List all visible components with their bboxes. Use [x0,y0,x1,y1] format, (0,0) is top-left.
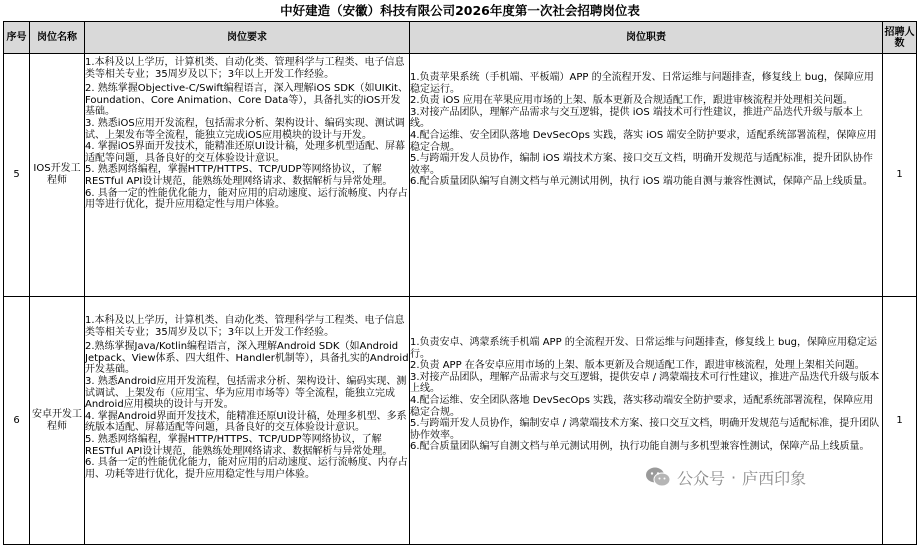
hire-count: 1 [883,297,917,545]
watermark-account-name: 庐西印象 [742,468,807,488]
duty-item: 3.对接产品团队，理解产品需求与交互逻辑，提供 iOS 端技术可行性建议，推进产品迭代升级与版本上线。 [410,106,863,130]
duty-item: 4.配合运维、安全团队落地 DevSecOps 实践，落实移动端安全防护要求，适配系统部署流程，保障应用稳定合规。 [410,394,874,418]
table-row [4,54,917,297]
requirement-item: 2.熟练掌握Java/Kotlin编程语言，深入理解Android SDK（如Android Jetpack、View体系、四大组件、Handler机制等），具备扎实的Android开发基础。 [85,341,409,376]
header-no: 序号 [4,22,30,54]
requirement-item: 5. 熟悉网络编程，掌握HTTP/HTTPS、TCP/UDP等网络协议，了解RESTful API设计规范，能熟练处理网络请求、数据解析与异常处理。 [85,433,393,457]
row-number: 6 [4,297,30,545]
requirement-item: 6. 具备一定的性能优化能力，能对应用的启动速度、运行流畅度、内存占用等进行优化，提升应用稳定性与用户体验。 [85,187,408,211]
hire-count: 1 [883,54,917,297]
watermark-account-label: 公众号 [677,468,726,488]
duty-item: 3.对接产品团队，理解产品需求与交互逻辑，提供安卓 / 鸿蒙端技术可行性建议，推进产品迭代升级与版本上线。 [410,371,880,395]
duty-item: 2.负责 iOS 应用在苹果应用市场的上架、版本更新及合规适配工作，跟进审核流程并处理相关问题。 [410,95,853,107]
page-title: 中好建造（安徽）科技有限公司2026年度第一次社会招聘岗位表 [280,3,640,18]
header-duties: 岗位职责 [410,22,883,54]
requirement-item: 4. 掌握iOS界面开发技术，能精准还原UI设计稿，处理多机型适配、屏幕适配等问题，具备良好的交互体验设计意识。 [85,141,405,164]
watermark-separator: · [731,467,737,487]
watermark [645,464,806,490]
duty-item: 1.负责苹果系统（手机端、平板端）APP 的全流程开发、日常运维与问题排查，修复线上 bug，保障应用稳定运行。 [410,72,874,95]
requirement-item: 5. 熟悉网络编程，掌握HTTP/HTTPS、TCP/UDP等网络协议，了解RESTful API设计规范，能熟练处理网络请求、数据解析与异常处理。 [85,164,393,187]
duty-item: 5.与跨端开发人员协作，编制 iOS 端技术方案、接口交互文档，明确开发规范与适配标准，提升团队协作效率。 [410,153,873,176]
duties-cell [410,297,883,545]
table-header-row [4,22,917,54]
duties-cell [410,54,883,297]
position-name: 安卓开发工程师 [30,297,85,545]
requirement-item: 6. 具备一定的性能优化能力，能对应用的启动速度、运行流畅度、内存占用、功耗等进行优化，提升应用稳定性与用户体验。 [85,457,408,480]
requirements-cell [85,54,410,297]
requirement-item: 1.本科及以上学历，计算机类、自动化类、管理科学与工程类、电子信息类等相关专业；35周岁及以下；3年以上开发工作经验。 [85,315,405,338]
requirement-item: 3. 熟悉Android应用开发流程，包括需求分析、架构设计、编码实现、测试调试、上架发布（应用宝、华为应用市场等）等全流程，能独立完成Android应用模块的设计与开发。 [85,375,407,411]
row-number: 5 [4,54,30,297]
requirement-item: 4. 掌握Android界面开发技术，能精准还原UI设计稿，处理多机型、多系统版本适配、屏幕适配等问题，具备良好的交互体验设计意识。 [85,410,407,434]
duty-item: 5.与跨端开发人员协作，编制安卓 / 鸿蒙端技术方案、接口交互文档，明确开发规范与适配标准，提升团队协作效率。 [410,418,880,441]
header-count: 招聘人数 [883,22,917,54]
wechat-icon [645,466,671,488]
header-requirements: 岗位要求 [85,22,410,54]
duty-item: 6.配合质量团队编写自测文档与单元测试用例，执行功能自测与多机型兼容性测试，保障产品上线质量。 [410,441,870,453]
requirements-cell [85,297,410,545]
duty-item: 6.配合质量团队编写自测文档与单元测试用例，执行 iOS 端功能自测与兼容性测试，保障产品上线质量。 [410,176,873,188]
duty-item: 1.负责安卓、鸿蒙系统手机端 APP 的全流程开发、日常运维与问题排查，修复线上 bug，保障应用稳定运行。 [410,337,878,360]
duty-item: 4.配合运维、安全团队落地 DevSecOps 实践，落实 iOS 端安全防护要求，适配系统部署流程，保障应用稳定合规。 [410,129,877,153]
requirement-item: 1.本科及以上学历，计算机类、自动化类、管理科学与工程类、电子信息类等相关专业；35周岁及以下；3年以上开发工作经验。 [85,57,405,80]
header-position: 岗位名称 [30,22,85,54]
duty-item: 2.负责 APP 在各安卓应用市场的上架、版本更新及合规适配工作，跟进审核流程，处理上架相关问题。 [410,360,865,372]
table-row [4,297,917,545]
requirement-item: 3. 熟悉iOS应用开发流程，包括需求分析、架构设计、编码实现、测试调试、上架发布等全流程，能独立完成iOS应用模块的设计与开发。 [85,117,405,141]
requirement-item: 2. 熟练掌握Objective-C/Swift编程语言，深入理解iOS SDK（如UIKit、Foundation、Core Animation、Core Data等），具备扎实的iOS开发基础。 [85,83,408,118]
position-name: IOS开发工程师 [30,54,85,297]
